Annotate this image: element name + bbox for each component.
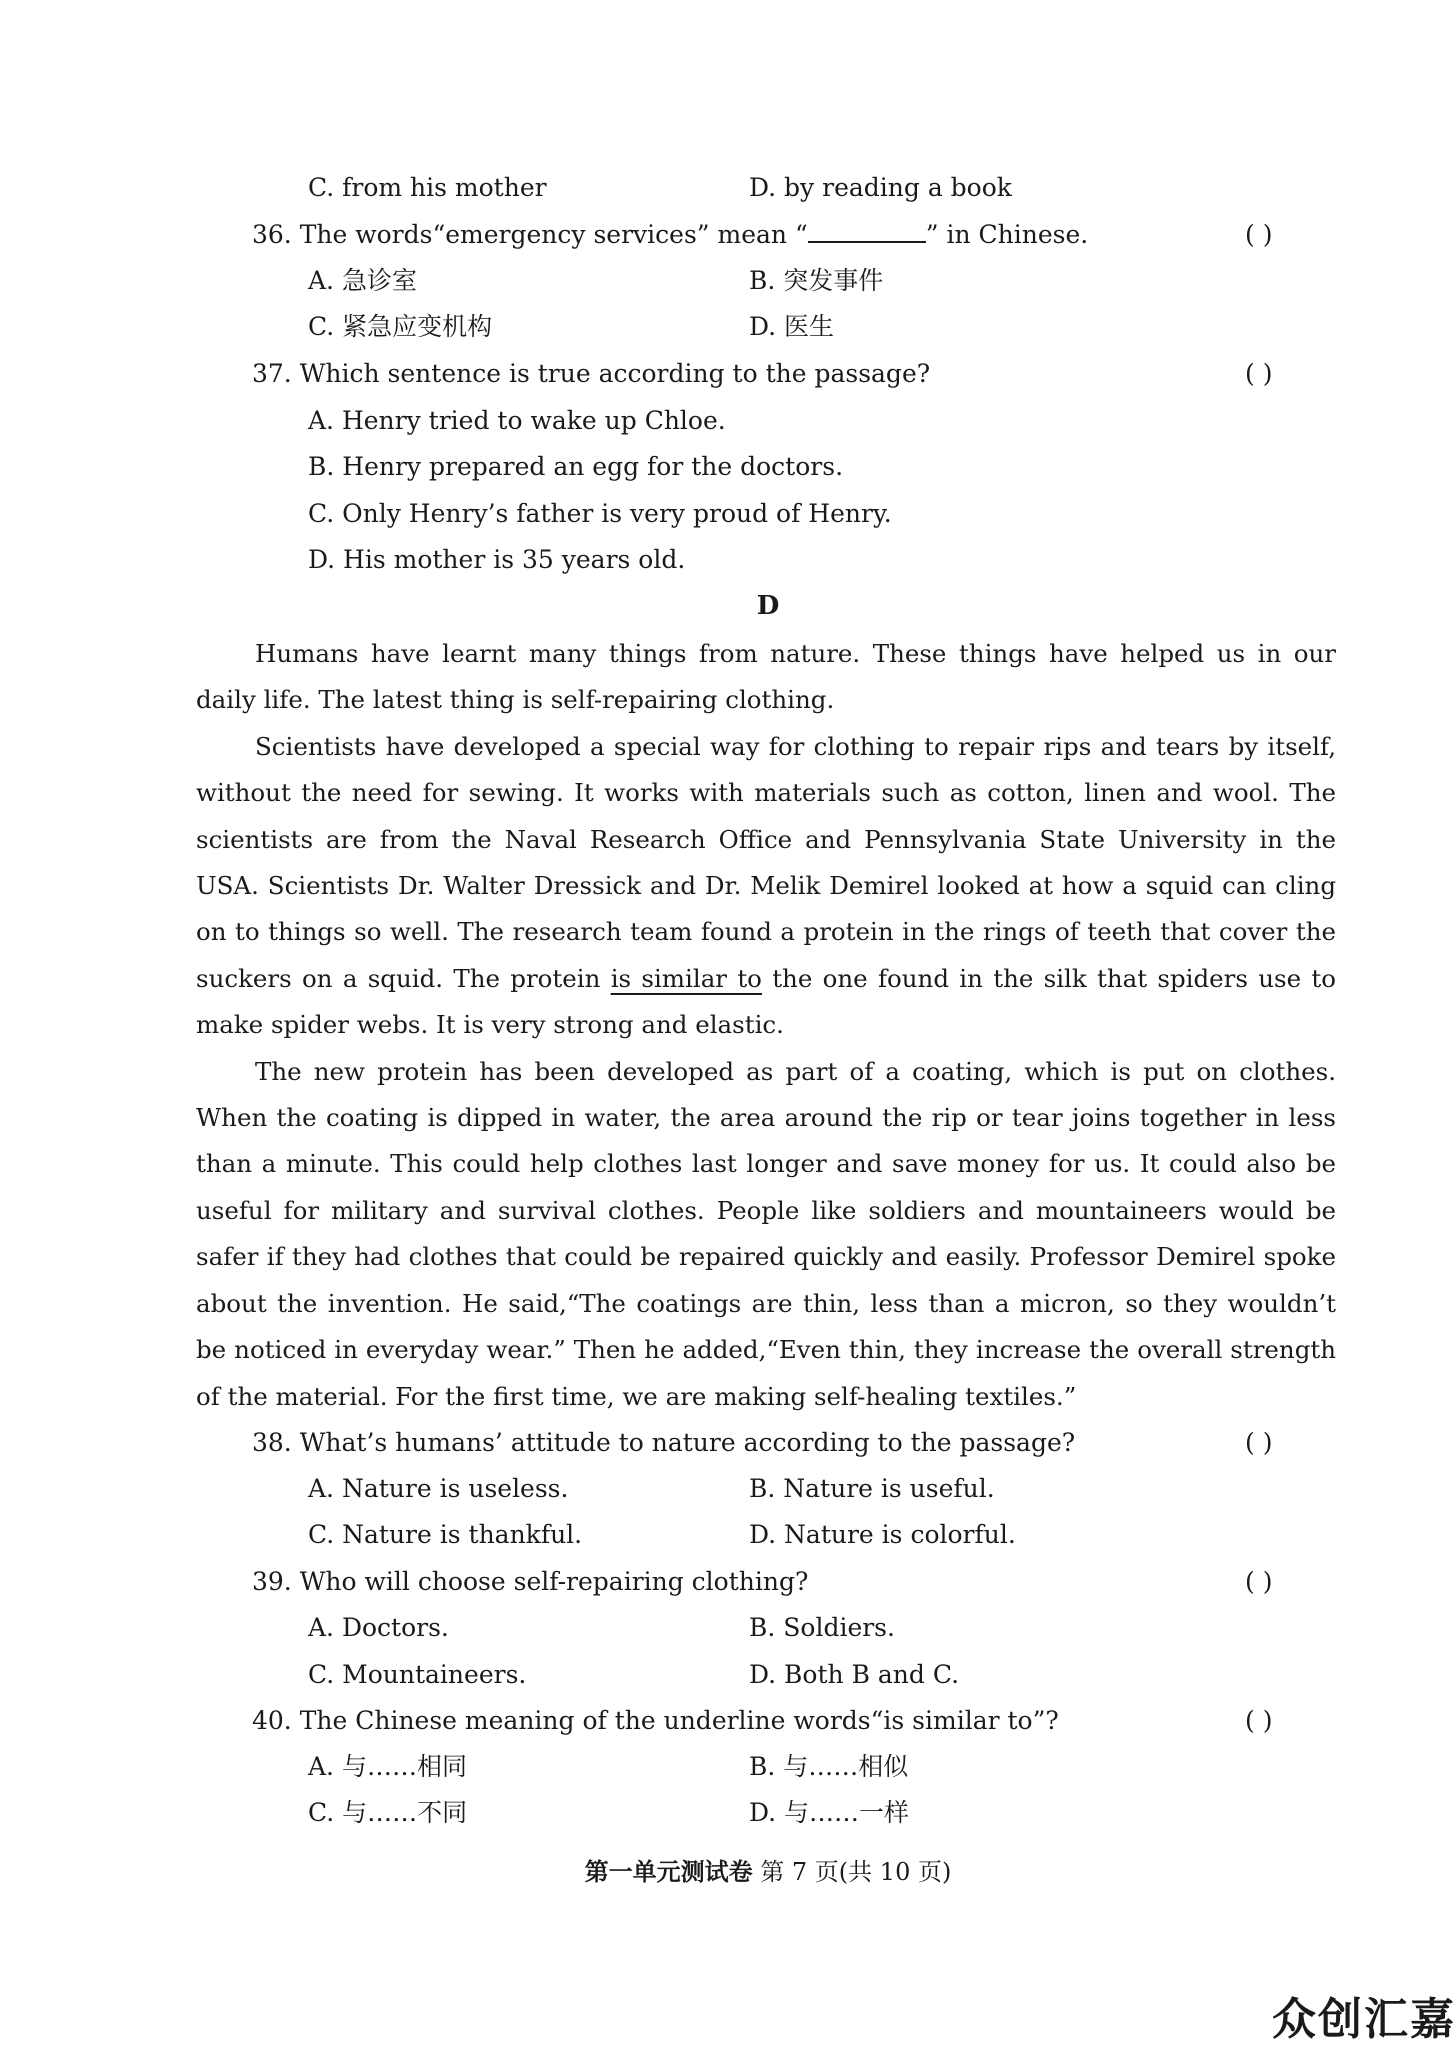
q35-option-c: C. from his mother [308,173,547,202]
footer-page-number: 第 7 页(共 10 页) [752,1858,952,1886]
passage-p2-text: Scientists have developed a special way for clothing to repair rips and tears by itself, without the need for sewing. It works with materials such as cotton, linen and wool. The scientists are from the Naval Research Office and Pennsylvania State University in the USA. Scientists Dr. Walter Dressick and Dr. Melik Demirel looked at how a squid can cling on to things so well. The research team found a protein in the rings of teeth that cover the suckers on a squid. The protein [196,731,1336,993]
passage-p2-text-end: the one found in the silk that spiders use to make spider webs. It is very strong and elastic. [196,963,1336,1040]
q36-suffix: ” in Chinese. [925,220,1089,249]
answer-parentheses: ( ) [1245,220,1273,249]
q37-option-b: B. Henry prepared an egg for the doctors. [308,452,844,481]
q40-option-c: C. 与……不同 [308,1798,468,1827]
passage-paragraph-3: The new protein has been developed as part of a coating, which is put on clothes. When the coating is dipped in water, the area around the rip or tear joins together in less than a minute. This could help clothes last longer and save money for us. It could also be useful for military and survival clothes. People like soldiers and mountaineers would be safer if they had clothes that could be repaired quickly and easily. Professor Demirel spoke about the invention. He said,“The coatings are thin, less than a micron, so they wouldn’t be noticed in everyday wear.” Then he added,“Even thin, they increase the overall strength of the material. For the first time, we are making self-healing textiles.” [196,1056,1336,1411]
q38-option-b: B. Nature is useful. [749,1474,995,1503]
q36-option-d: D. 医生 [749,312,835,341]
watermark-logo: 众创汇嘉 [1272,1994,1456,2045]
passage-paragraph-1: Humans have learnt many things from nature. These things have helped us in our daily life. The latest thing is self-repairing clothing. [196,639,1336,715]
q39-option-a: A. Doctors. [308,1613,449,1642]
answer-parentheses: ( ) [1245,1706,1273,1735]
underlined-phrase: is similar to [610,963,762,993]
q36-option-c: C. 紧急应变机构 [308,312,493,341]
q36-option-b: B. 突发事件 [749,266,884,295]
answer-parentheses: ( ) [1245,1567,1273,1596]
q37-question: 37. Which sentence is true according to the passage? [252,359,931,388]
q38-option-d: D. Nature is colorful. [749,1520,1016,1549]
q39-option-d: D. Both B and C. [749,1660,960,1689]
q37-option-d: D. His mother is 35 years old. [308,545,686,574]
q40-question: 40. The Chinese meaning of the underline words“is similar to”? [252,1706,1059,1735]
q40-option-a: A. 与……相同 [308,1752,467,1781]
q40-option-b: B. 与……相似 [749,1752,909,1781]
q38-option-c: C. Nature is thankful. [308,1520,583,1549]
q39-question: 39. Who will choose self-repairing clothing? [252,1567,809,1596]
q40-option-d: D. 与……一样 [749,1798,910,1827]
q37-option-c: C. Only Henry’s father is very proud of Henry. [308,499,892,528]
reading-passage [196,631,1336,1420]
q38-option-a: A. Nature is useless. [308,1474,569,1503]
q38-question: 38. What’s humans’ attitude to nature according to the passage? [252,1428,1076,1457]
footer-unit-title: 第一单元测试卷 [584,1857,753,1886]
answer-parentheses: ( ) [1245,359,1273,388]
answer-blank [808,221,926,243]
section-title: D [756,591,780,621]
q37-option-a: A. Henry tried to wake up Chloe. [308,406,726,435]
q36-question [252,215,1088,255]
answer-parentheses: ( ) [1245,1428,1273,1457]
q36-prefix: 36. The words“emergency services” mean “ [252,220,808,249]
page-footer [0,1852,1456,1892]
q39-option-c: C. Mountaineers. [308,1660,527,1689]
passage-paragraph-2 [196,724,1336,1049]
q36-option-a: A. 急诊室 [308,266,417,295]
q35-option-d: D. by reading a book [749,173,1012,202]
q39-option-b: B. Soldiers. [749,1613,895,1642]
